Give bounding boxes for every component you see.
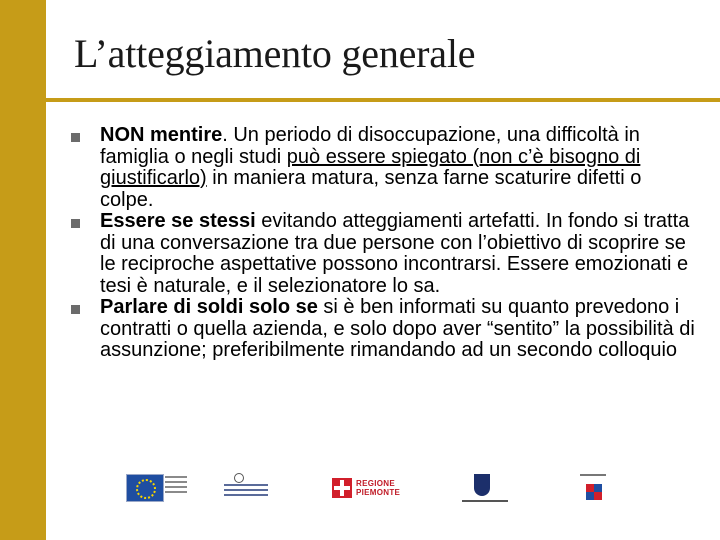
square-bullet-icon [71,133,80,142]
title-divider [46,98,720,102]
sponsor-logos [0,470,720,510]
bullet-text: in maniera matura, senza farne scaturire difetti o colpe. [100,167,642,211]
regione-label: REGIONE [356,479,395,488]
bullet-item [58,211,698,297]
square-bullet-icon [71,305,80,314]
bullet-text: evitando atteggiamenti artefatti. In fondo si tratta di una conversazione tra due persone con l’obiettivo di scoprire se le reciproche aspettative possono incontrarsi. Essere emozionati e tesi è naturale, e il selezionatore lo sa. [100,210,690,297]
bullet-item [58,125,698,211]
piemonte-cross-icon [332,478,352,498]
left-accent-bar [0,0,46,540]
square-bullet-icon [71,219,80,228]
eu-flag-icon [126,474,164,502]
bullet-lead: Parlare di soldi solo se [100,296,318,318]
bullet-lead: Essere se stessi [100,210,256,232]
bullet-lead: NON mentire [100,124,223,146]
eu-caption-logo [165,476,187,498]
bullet-underlined-text: può essere spiegato (non c’è bisogno di giustificarlo) [100,145,641,189]
bullet-list [58,125,698,362]
bullet-item [58,297,698,362]
ministry-logo [224,476,268,496]
piemonte-label: PIEMONTE [356,488,401,497]
bullet-text: si è ben informati su quanto prevedono i contratti o quella azienda, e solo dopo aver “sentito” la possibilità di assunzione; preferibilmente rimandando ad un secondo colloquio [100,296,695,361]
slide-title: L’atteggiamento generale [74,31,476,76]
provincia-crest-logo [462,474,508,506]
training-agency-logo [576,474,610,506]
regione-piemonte-logo [332,478,401,500]
bullet-text: . Un periodo di disoccupazione, una difficoltà in famiglia o negli studi [100,124,640,168]
